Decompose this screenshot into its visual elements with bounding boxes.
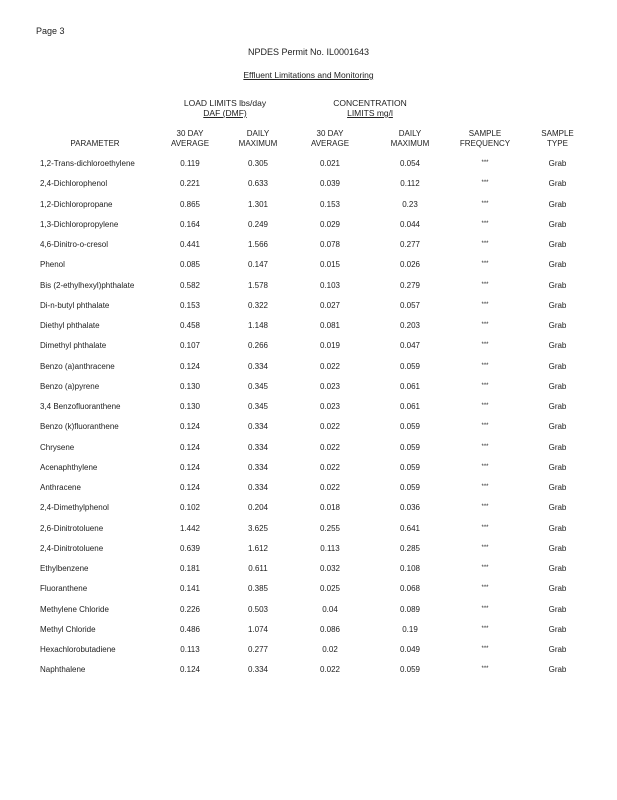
table-row bbox=[0, 301, 617, 313]
cell-load-daily-maximum: 0.334 bbox=[247, 483, 269, 492]
cell-sample-type: Grab bbox=[548, 665, 567, 675]
concentration-subtitle: LIMITS mg/l bbox=[347, 108, 393, 118]
cell-sample-type: Grab bbox=[548, 503, 567, 513]
cell-load-30-day-average: 0.124 bbox=[179, 422, 201, 432]
cell-sample-type: Grab bbox=[548, 462, 567, 472]
cell-parameter: Methylene Chloride bbox=[40, 604, 109, 614]
cell-conc-daily-maximum: 0.277 bbox=[399, 240, 421, 249]
cell-conc-daily-maximum: 0.285 bbox=[399, 543, 421, 553]
column-header-load-30-day-average bbox=[160, 129, 220, 149]
header-line: MAXIMUM bbox=[238, 139, 278, 148]
cell-conc-daily-maximum: 0.026 bbox=[399, 260, 421, 270]
cell-conc-30-day-average: 0.255 bbox=[319, 523, 341, 533]
cell-conc-daily-maximum: 0.059 bbox=[399, 442, 421, 452]
table-row bbox=[0, 544, 617, 556]
cell-load-30-day-average: 0.458 bbox=[179, 321, 201, 330]
table-row bbox=[0, 584, 617, 596]
cell-sample-frequency: *** bbox=[481, 544, 489, 551]
cell-conc-30-day-average: 0.086 bbox=[319, 624, 341, 634]
cell-sample-frequency: *** bbox=[481, 362, 489, 369]
cell-sample-type: Grab bbox=[548, 442, 567, 452]
header-line: 30 DAY bbox=[316, 129, 344, 138]
cell-parameter: 2,6-Dinitrotoluene bbox=[40, 523, 104, 533]
cell-sample-frequency: *** bbox=[481, 646, 489, 652]
cell-load-30-day-average: 0.124 bbox=[179, 361, 201, 371]
cell-parameter: Hexachlorobutadiene bbox=[40, 645, 116, 654]
cell-load-daily-maximum: 0.305 bbox=[247, 159, 269, 168]
cell-sample-frequency: *** bbox=[481, 605, 489, 612]
cell-conc-daily-maximum: 0.19 bbox=[402, 624, 418, 634]
cell-sample-type: Grab bbox=[548, 645, 567, 654]
cell-load-daily-maximum: 0.147 bbox=[247, 260, 269, 270]
cell-conc-daily-maximum: 0.059 bbox=[399, 462, 421, 472]
cell-sample-frequency: *** bbox=[481, 625, 489, 632]
cell-sample-frequency: *** bbox=[481, 585, 489, 592]
cell-load-30-day-average: 0.221 bbox=[179, 179, 201, 189]
cell-load-daily-maximum: 0.503 bbox=[247, 604, 269, 614]
cell-sample-type: Grab bbox=[548, 300, 567, 310]
cell-load-30-day-average: 0.119 bbox=[180, 159, 200, 168]
cell-conc-daily-maximum: 0.036 bbox=[399, 503, 421, 513]
cell-load-daily-maximum: 0.334 bbox=[247, 665, 269, 675]
cell-parameter: Benzo (a)anthracene bbox=[40, 361, 115, 371]
cell-sample-type: Grab bbox=[548, 240, 567, 249]
cell-sample-frequency: *** bbox=[481, 403, 489, 409]
table-row bbox=[0, 503, 617, 515]
page-number: Page 3 bbox=[36, 26, 65, 36]
cell-sample-type: Grab bbox=[548, 280, 567, 290]
table-row bbox=[0, 281, 617, 293]
cell-conc-daily-maximum: 0.061 bbox=[399, 402, 421, 411]
cell-load-30-day-average: 0.164 bbox=[179, 219, 201, 229]
cell-load-daily-maximum: 0.611 bbox=[248, 564, 268, 573]
cell-load-30-day-average: 0.226 bbox=[179, 604, 201, 614]
cell-load-30-day-average: 0.582 bbox=[179, 280, 201, 290]
cell-sample-frequency: *** bbox=[481, 443, 489, 450]
cell-parameter: Anthracene bbox=[40, 483, 81, 492]
cell-sample-type: Grab bbox=[548, 321, 567, 330]
cell-load-30-day-average: 0.124 bbox=[179, 665, 201, 675]
cell-sample-frequency: *** bbox=[481, 180, 489, 187]
cell-load-30-day-average: 0.124 bbox=[179, 442, 201, 452]
cell-conc-30-day-average: 0.021 bbox=[319, 159, 341, 168]
table-row bbox=[0, 159, 617, 171]
table-row bbox=[0, 625, 617, 637]
column-header-conc-30-day-average bbox=[300, 129, 360, 149]
cell-parameter: 2,4-Dinitrotoluene bbox=[40, 543, 104, 553]
cell-conc-30-day-average: 0.022 bbox=[319, 665, 341, 675]
cell-parameter: 4,6-Dinitro-o-cresol bbox=[40, 240, 109, 249]
concentration-limits-group-header bbox=[310, 98, 430, 118]
table-row bbox=[0, 240, 617, 252]
table-row bbox=[0, 422, 617, 434]
cell-parameter: Chrysene bbox=[40, 442, 75, 452]
table-row bbox=[0, 341, 617, 353]
cell-conc-daily-maximum: 0.089 bbox=[399, 604, 421, 614]
cell-load-daily-maximum: 0.345 bbox=[247, 381, 269, 391]
cell-load-30-day-average: 0.085 bbox=[179, 260, 201, 270]
table-row bbox=[0, 463, 617, 475]
cell-conc-daily-maximum: 0.057 bbox=[399, 300, 421, 310]
column-header-conc-daily-maximum bbox=[380, 129, 440, 149]
cell-load-30-day-average: 0.153 bbox=[179, 300, 201, 310]
cell-sample-type: Grab bbox=[548, 483, 567, 492]
cell-conc-daily-maximum: 0.047 bbox=[399, 341, 421, 351]
cell-sample-frequency: *** bbox=[481, 200, 489, 207]
cell-conc-daily-maximum: 0.108 bbox=[399, 564, 421, 573]
cell-conc-30-day-average: 0.02 bbox=[322, 645, 338, 654]
cell-load-daily-maximum: 0.204 bbox=[247, 503, 269, 513]
cell-load-30-day-average: 0.124 bbox=[179, 483, 201, 492]
header-line: TYPE bbox=[547, 139, 568, 148]
cell-conc-daily-maximum: 0.068 bbox=[399, 584, 421, 594]
column-header-load-daily-maximum bbox=[228, 129, 288, 149]
cell-sample-frequency: *** bbox=[481, 382, 489, 389]
header-line: DAILY bbox=[246, 129, 270, 138]
cell-conc-daily-maximum: 0.059 bbox=[399, 361, 421, 371]
table-row bbox=[0, 382, 617, 394]
cell-load-30-day-average: 0.107 bbox=[179, 341, 201, 351]
cell-sample-frequency: *** bbox=[481, 281, 489, 288]
cell-load-daily-maximum: 0.345 bbox=[247, 402, 269, 411]
cell-load-daily-maximum: 0.334 bbox=[247, 361, 269, 371]
load-limits-title: LOAD LIMITS lbs/day bbox=[183, 98, 267, 108]
cell-conc-30-day-average: 0.113 bbox=[320, 543, 340, 553]
cell-conc-30-day-average: 0.018 bbox=[319, 503, 341, 513]
cell-sample-type: Grab bbox=[548, 402, 567, 411]
cell-load-30-day-average: 0.102 bbox=[179, 503, 201, 513]
cell-sample-frequency: *** bbox=[481, 342, 489, 349]
cell-parameter: Diethyl phthalate bbox=[40, 321, 100, 330]
cell-parameter: Dimethyl phthalate bbox=[40, 341, 107, 351]
cell-conc-daily-maximum: 0.641 bbox=[399, 523, 421, 533]
cell-parameter: Fluoranthene bbox=[40, 584, 88, 594]
cell-load-daily-maximum: 0.249 bbox=[247, 219, 269, 229]
cell-sample-type: Grab bbox=[548, 179, 567, 189]
cell-load-30-day-average: 0.181 bbox=[179, 564, 201, 573]
cell-conc-30-day-average: 0.023 bbox=[319, 402, 341, 411]
cell-sample-type: Grab bbox=[548, 199, 567, 209]
cell-conc-daily-maximum: 0.049 bbox=[399, 645, 421, 654]
concentration-title: CONCENTRATION bbox=[333, 98, 407, 108]
cell-conc-daily-maximum: 0.061 bbox=[399, 381, 421, 391]
cell-conc-30-day-average: 0.015 bbox=[319, 260, 341, 270]
cell-load-30-day-average: 0.141 bbox=[179, 584, 201, 594]
header-line: AVERAGE bbox=[170, 139, 210, 148]
cell-sample-frequency: *** bbox=[481, 463, 489, 470]
cell-parameter: Naphthalene bbox=[40, 665, 86, 675]
cell-parameter: Phenol bbox=[40, 260, 65, 270]
table-row bbox=[0, 605, 617, 617]
header-line: DAILY bbox=[398, 129, 422, 138]
cell-conc-daily-maximum: 0.203 bbox=[399, 321, 421, 330]
cell-parameter: Acenaphthylene bbox=[40, 462, 98, 472]
load-limits-subtitle: DAF (DMF) bbox=[203, 108, 247, 118]
cell-load-daily-maximum: 0.633 bbox=[247, 179, 269, 189]
cell-load-daily-maximum: 1.612 bbox=[247, 543, 269, 553]
header-line: 30 DAY bbox=[176, 129, 204, 138]
cell-parameter: Methyl Chloride bbox=[40, 624, 96, 634]
cell-sample-frequency: *** bbox=[481, 322, 489, 328]
cell-sample-frequency: *** bbox=[481, 524, 489, 531]
cell-load-daily-maximum: 0.385 bbox=[247, 584, 269, 594]
cell-load-30-day-average: 0.130 bbox=[179, 381, 201, 391]
cell-sample-frequency: *** bbox=[481, 261, 489, 268]
cell-sample-type: Grab bbox=[548, 381, 567, 391]
cell-conc-30-day-average: 0.019 bbox=[319, 341, 341, 351]
header-line: AVERAGE bbox=[310, 139, 350, 148]
cell-parameter: 3,4 Benzofluoranthene bbox=[40, 402, 121, 411]
cell-sample-type: Grab bbox=[548, 361, 567, 371]
cell-sample-type: Grab bbox=[548, 584, 567, 594]
cell-sample-frequency: *** bbox=[481, 160, 489, 166]
cell-conc-30-day-average: 0.039 bbox=[319, 179, 341, 189]
column-header-sample-frequency bbox=[455, 129, 515, 149]
cell-conc-30-day-average: 0.022 bbox=[319, 422, 341, 432]
table-row bbox=[0, 260, 617, 272]
table-row bbox=[0, 443, 617, 455]
table-row bbox=[0, 179, 617, 191]
cell-load-30-day-average: 0.486 bbox=[179, 624, 201, 634]
cell-sample-frequency: *** bbox=[481, 423, 489, 430]
permit-number: NPDES Permit No. IL0001643 bbox=[247, 47, 370, 57]
cell-conc-daily-maximum: 0.059 bbox=[399, 483, 421, 492]
cell-sample-frequency: *** bbox=[481, 484, 489, 490]
cell-load-daily-maximum: 1.566 bbox=[247, 240, 269, 249]
table-row bbox=[0, 200, 617, 212]
cell-parameter: Benzo (a)pyrene bbox=[40, 381, 100, 391]
cell-conc-30-day-average: 0.025 bbox=[319, 584, 341, 594]
cell-load-30-day-average: 0.113 bbox=[180, 645, 200, 654]
cell-conc-30-day-average: 0.103 bbox=[319, 280, 341, 290]
load-limits-group-header bbox=[170, 98, 280, 118]
cell-load-daily-maximum: 0.277 bbox=[247, 645, 269, 654]
cell-parameter: Ethylbenzene bbox=[40, 564, 89, 573]
cell-load-30-day-average: 0.865 bbox=[179, 199, 201, 209]
cell-conc-daily-maximum: 0.044 bbox=[399, 219, 421, 229]
cell-sample-type: Grab bbox=[548, 341, 567, 351]
cell-load-daily-maximum: 0.334 bbox=[247, 442, 269, 452]
cell-sample-frequency: *** bbox=[481, 504, 489, 511]
header-line: MAXIMUM bbox=[390, 139, 430, 148]
cell-conc-30-day-average: 0.022 bbox=[319, 483, 341, 492]
cell-parameter: Bis (2-ethylhexyl)phthalate bbox=[40, 280, 135, 290]
cell-conc-30-day-average: 0.027 bbox=[319, 300, 341, 310]
column-header-sample-type bbox=[530, 129, 585, 149]
cell-load-daily-maximum: 1.074 bbox=[247, 624, 269, 634]
cell-load-30-day-average: 0.130 bbox=[179, 402, 201, 411]
cell-conc-daily-maximum: 0.059 bbox=[399, 422, 421, 432]
cell-load-daily-maximum: 0.334 bbox=[247, 422, 269, 432]
cell-conc-30-day-average: 0.022 bbox=[319, 361, 341, 371]
cell-sample-frequency: *** bbox=[481, 220, 489, 227]
cell-load-daily-maximum: 3.625 bbox=[247, 523, 269, 533]
cell-conc-daily-maximum: 0.054 bbox=[399, 159, 421, 168]
cell-parameter: Benzo (k)fluoranthene bbox=[40, 422, 119, 432]
cell-conc-daily-maximum: 0.23 bbox=[402, 199, 418, 209]
header-line: SAMPLE bbox=[468, 129, 502, 138]
table-row bbox=[0, 524, 617, 536]
cell-load-daily-maximum: 1.301 bbox=[247, 199, 269, 209]
section-title: Effluent Limitations and Monitoring bbox=[243, 70, 374, 80]
cell-conc-daily-maximum: 0.059 bbox=[399, 665, 421, 675]
cell-parameter: 1,3-Dichloropropylene bbox=[40, 219, 119, 229]
cell-load-30-day-average: 0.124 bbox=[179, 462, 201, 472]
table-row bbox=[0, 220, 617, 232]
cell-parameter: 1,2-Trans-dichloroethylene bbox=[40, 159, 135, 168]
cell-conc-30-day-average: 0.029 bbox=[319, 219, 341, 229]
cell-conc-30-day-average: 0.081 bbox=[319, 321, 341, 330]
cell-load-daily-maximum: 0.266 bbox=[247, 341, 269, 351]
cell-conc-30-day-average: 0.04 bbox=[322, 604, 338, 614]
header-line: SAMPLE bbox=[541, 129, 574, 138]
cell-load-30-day-average: 0.441 bbox=[179, 240, 201, 249]
cell-load-30-day-average: 1.442 bbox=[179, 523, 201, 533]
header-line: FREQUENCY bbox=[459, 139, 511, 148]
cell-conc-30-day-average: 0.032 bbox=[319, 564, 341, 573]
cell-conc-daily-maximum: 0.112 bbox=[400, 179, 420, 189]
table-row bbox=[0, 321, 617, 333]
cell-load-daily-maximum: 1.148 bbox=[247, 321, 269, 330]
table-row bbox=[0, 402, 617, 414]
cell-load-daily-maximum: 1.578 bbox=[247, 280, 269, 290]
cell-sample-type: Grab bbox=[548, 564, 567, 573]
cell-sample-type: Grab bbox=[548, 159, 567, 168]
cell-sample-frequency: *** bbox=[481, 301, 489, 308]
cell-sample-frequency: *** bbox=[481, 666, 489, 673]
cell-sample-type: Grab bbox=[548, 543, 567, 553]
cell-conc-30-day-average: 0.022 bbox=[319, 462, 341, 472]
table-row bbox=[0, 362, 617, 374]
cell-parameter: 2,4-Dimethylphenol bbox=[40, 503, 109, 513]
cell-conc-daily-maximum: 0.279 bbox=[399, 280, 421, 290]
table-row bbox=[0, 483, 617, 495]
table-row bbox=[0, 564, 617, 576]
cell-sample-type: Grab bbox=[548, 604, 567, 614]
cell-conc-30-day-average: 0.078 bbox=[319, 240, 341, 249]
table-row bbox=[0, 665, 617, 677]
cell-sample-type: Grab bbox=[548, 219, 567, 229]
cell-sample-type: Grab bbox=[548, 422, 567, 432]
table-row bbox=[0, 645, 617, 657]
cell-conc-30-day-average: 0.023 bbox=[319, 381, 341, 391]
cell-load-daily-maximum: 0.334 bbox=[247, 462, 269, 472]
cell-load-30-day-average: 0.639 bbox=[179, 543, 201, 553]
cell-conc-30-day-average: 0.153 bbox=[319, 199, 341, 209]
cell-parameter: 1,2-Dichloropropane bbox=[40, 199, 113, 209]
cell-parameter: 2,4-Dichlorophenol bbox=[40, 179, 108, 189]
cell-sample-frequency: *** bbox=[481, 565, 489, 571]
cell-sample-type: Grab bbox=[548, 624, 567, 634]
cell-sample-type: Grab bbox=[548, 523, 567, 533]
cell-sample-frequency: *** bbox=[481, 241, 489, 247]
column-header-parameter: PARAMETER bbox=[70, 139, 120, 148]
cell-conc-30-day-average: 0.022 bbox=[319, 442, 341, 452]
cell-load-daily-maximum: 0.322 bbox=[247, 300, 269, 310]
cell-parameter: Di-n-butyl phthalate bbox=[40, 300, 110, 310]
cell-sample-type: Grab bbox=[548, 260, 567, 270]
